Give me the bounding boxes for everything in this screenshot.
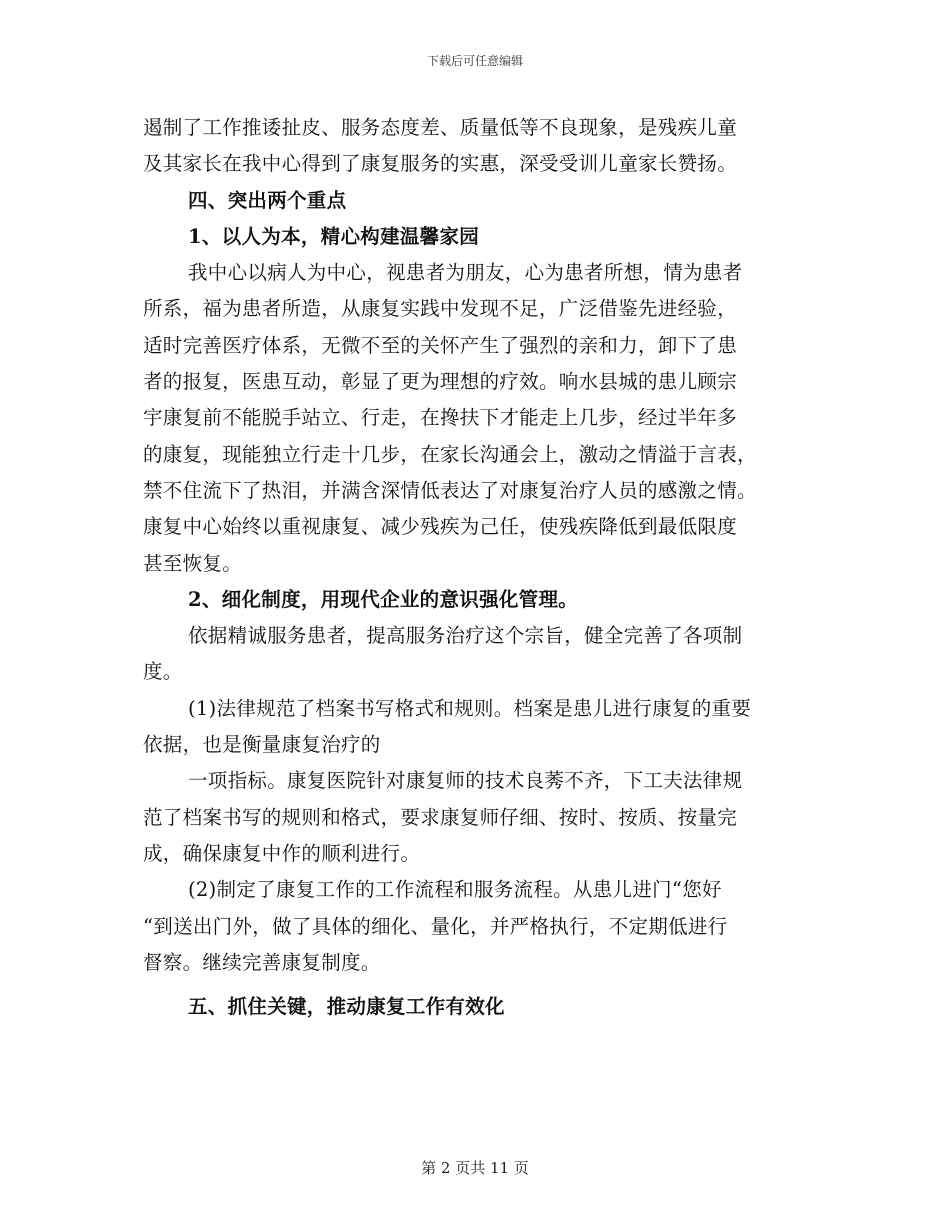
body-line: 的康复，现能独立行走十几步，在家长沟通会上，激动之情溢于言表， bbox=[143, 442, 757, 466]
document-body bbox=[143, 110, 813, 1025]
body-line: 督察。继续完善康复制度。 bbox=[143, 950, 381, 974]
subsection-heading: 1、以人为本，精心构建温馨家园 bbox=[188, 224, 480, 248]
body-line: 一项指标。康复医院针对康复师的技术良莠不齐，下工夫法律规 bbox=[188, 769, 743, 793]
body-line: 康复中心始终以重视康复、减少残疾为己任，使残疾降低到最低限度 bbox=[143, 515, 738, 539]
body-line: “到送出门外，做了具体的细化、量化，并严格执行，不定期低进行 bbox=[143, 914, 728, 938]
section-heading: 五、抓住关键，推动康复工作有效化 bbox=[188, 995, 505, 1019]
body-line: 度。 bbox=[143, 660, 183, 684]
section-heading: 四、突出两个重点 bbox=[188, 188, 347, 212]
body-line: 成，确保康复中作的顺利进行。 bbox=[143, 841, 421, 865]
body-line: 禁不住流下了热泪，并满含深情低表达了对康复治疗人员的感激之情。 bbox=[143, 478, 757, 502]
body-line: 范了档案书写的规则和格式，要求康复师仔细、按时、按质、按量完 bbox=[143, 805, 738, 829]
body-line: 依据精诚服务患者，提高服务治疗这个宗旨，健全完善了各项制 bbox=[188, 624, 743, 648]
body-line: 宇康复前不能脱手站立、行走，在搀扶下才能走上几步，经过半年多 bbox=[143, 406, 738, 430]
body-line: 所系，福为患者所造，从康复实践中发现不足，广泛借鉴先进经验， bbox=[143, 297, 738, 321]
body-line: 及其家长在我中心得到了康复服务的实惠，深受受训儿童家长赞扬。 bbox=[143, 152, 738, 176]
body-line: 依据，也是衡量康复治疗的 bbox=[143, 733, 381, 757]
body-line: (1)法律规范了档案书写格式和规则。档案是患儿进行康复的重要 bbox=[188, 696, 752, 720]
body-line: 甚至恢复。 bbox=[143, 551, 243, 575]
subsection-heading: 2、细化制度，用现代企业的意识强化管理。 bbox=[188, 587, 579, 611]
body-line: 者的报复，医患互动，彰显了更为理想的疗效。响水县城的患儿顾宗 bbox=[143, 370, 738, 394]
page-footer: 第 2 页共 11 页 bbox=[421, 1159, 529, 1177]
body-line: 遏制了工作推诿扯皮、服务态度差、质量低等不良现象，是残疾儿童 bbox=[143, 116, 738, 139]
body-line: 适时完善医疗体系，无微不至的关怀产生了强烈的亲和力，卸下了患 bbox=[143, 333, 738, 357]
body-line: 我中心以病人为中心，视患者为朋友，心为患者所想，情为患者 bbox=[188, 261, 743, 285]
page-header: 下载后可任意编辑 bbox=[426, 54, 523, 68]
body-line: (2)制定了康复工作的工作流程和服务流程。从患儿进门“您好 bbox=[188, 878, 722, 902]
